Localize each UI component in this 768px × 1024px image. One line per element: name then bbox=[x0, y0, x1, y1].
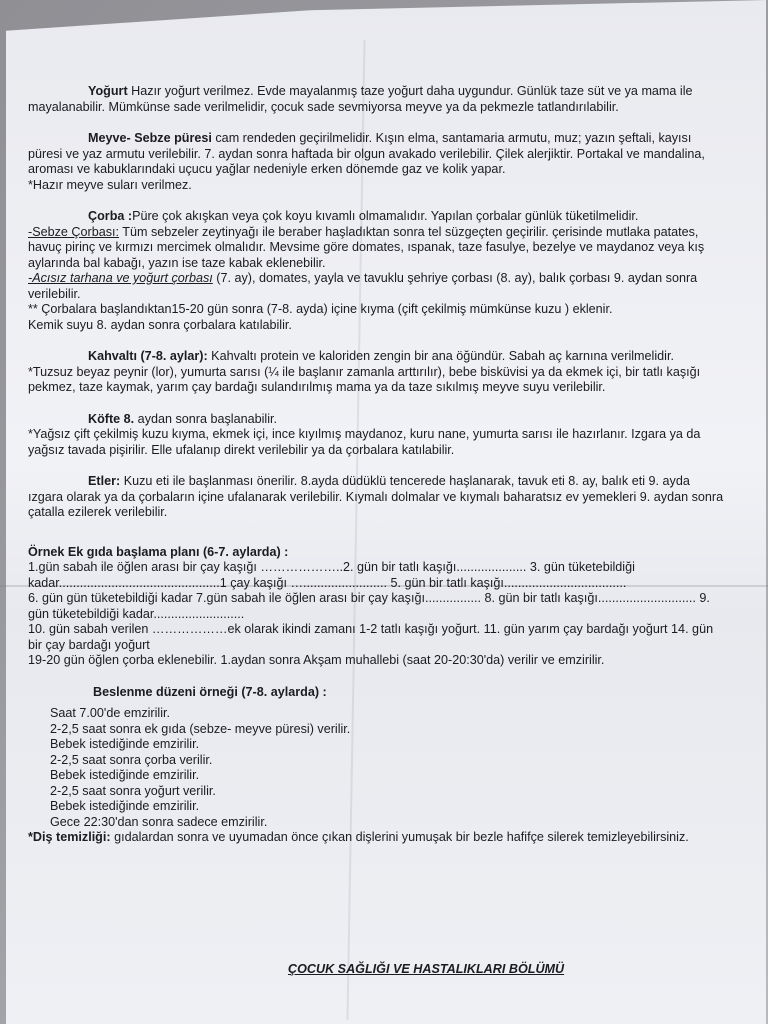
soup-note-mince: ** Çorbalara başlandıktan15-20 gün sonra (7-8. ayda) içine kıyma (çift çekilmiş mümkünse kuzu ) eklenir. bbox=[28, 302, 613, 316]
feeding-schedule-section bbox=[28, 685, 728, 846]
breakfast-text: Kahvaltı protein ve kaloriden zengin bir ana öğündür. Sabah aç karnına verilmelidir. bbox=[207, 349, 674, 363]
feeding-schedule-item: Saat 7.00'de emzirilir. bbox=[50, 706, 171, 720]
tarhana-soup-label: -Acısız tarhana ve yoğurt çorbası bbox=[28, 271, 213, 285]
starter-plan-line: 6. gün gün tüketebildiği kadar 7.gün sabah ile öğlen arası bir çay kaşığı................ 8. gün bir tatlı kaşığı............................ 9. gün tüketebildiği kadar.......................... bbox=[28, 591, 710, 621]
meat-text: Kuzu eti ile başlanması önerilir. 8.ayda düdüklü tencerede haşlanarak, tavuk eti 8. ay, balık eti 9. ayda ızgara olarak ya da çorbaların içine ufalanarak verilebilir. Kıymalı dolmalar ve kıymalı baharatsız ev yemekleri 9. aydan sonra çatalla ezilerek verilebilir. bbox=[28, 474, 724, 519]
soup-text: Püre çok akışkan veya çok koyu kıvamlı olmamalıdır. Yapılan çorbalar günlük tüketilmelidir. bbox=[132, 209, 639, 223]
dental-care-heading: *Diş temizliği: bbox=[28, 830, 111, 844]
kofte-section bbox=[28, 412, 728, 459]
yogurt-heading: Yoğurt bbox=[88, 84, 128, 98]
tarhana-soup-text: (7. ay), domates, yayla ve tavuklu şehriye çorbası (8. ay), balık çorbası 9. aydan sonra verilebilir. bbox=[28, 271, 698, 301]
kofte-note: *Yağsız çift çekilmiş kuzu kıyma, ekmek içi, ince kıyılmış maydanoz, kuru nane, yumurta sarısı ile hazırlanır. Izgara ya da yağsız tavada pişirilir. Elle ufalanıp direkt verilebilir ya da çorbalara katılabilir. bbox=[28, 427, 701, 457]
soup-note-bone-broth: Kemik suyu 8. aydan sonra çorbalara katılabilir. bbox=[28, 317, 292, 332]
department-footer: ÇOCUK SAĞLIĞI VE HASTALIKLARI BÖLÜMÜ bbox=[288, 962, 565, 976]
vegetable-soup-label: -Sebze Çorbası: bbox=[28, 224, 119, 239]
breakfast-heading: Kahvaltı (7-8. aylar): bbox=[88, 349, 208, 363]
starter-plan-line: 1.gün sabah ile öğlen arası bir çay kaşığı ………………..2. gün bir tatlı kaşığı.................... 3. gün tüketebildiği kadar..............................................1 çay kaşığı …........................ 5. gün bir tatlı kaşığı................................... bbox=[28, 560, 635, 590]
feeding-schedule-item: Gece 22:30'dan sonra sadece emzirilir. bbox=[50, 814, 268, 829]
feeding-schedule-item: 2-2,5 saat sonra ek gıda (sebze- meyve püresi) verilir. bbox=[50, 721, 351, 736]
puree-section bbox=[28, 131, 728, 193]
dental-care-text: gıdalardan sonra ve uyumadan önce çıkan dişlerini yumuşak bir bezle hafifçe silerek temizleyebilirsiniz. bbox=[110, 830, 689, 844]
breakfast-note: *Tuzsuz beyaz peynir (lor), yumurta sarısı (¼ ile başlanır zamanla arttırılır), bebe bisküvisi ya da ekmek içi, bir tatlı kaşığı pekmez, taze kaymak, yarım çay bardağı sulandırılmış mama ya da taze sıkılmış meyve suyu verilebilir. bbox=[28, 364, 701, 394]
feeding-schedule-item: 2-2,5 saat sonra yoğurt verilir. bbox=[50, 783, 216, 798]
puree-note: *Hazır meyve suları verilmez. bbox=[28, 177, 192, 192]
kofte-text: aydan sonra başlanabilir. bbox=[134, 411, 278, 426]
feeding-schedule-item: 2-2,5 saat sonra çorba verilir. bbox=[50, 752, 213, 767]
breakfast-section bbox=[28, 349, 728, 396]
feeding-schedule-item: Bebek istediğinde emzirilir. bbox=[50, 768, 200, 782]
puree-text: cam rendeden geçirilmelidir. Kışın elma, santamaria armutu, muz; yazın şeftali, kayısı püresi ve yaz armutu verilebilir. 7. aydan sonra haftada bir olgun avakado verilebilir. Çilek alerjiktir. Portakal ve mandalina, aroması ve kabuklarındaki uçucu yağlar nedeniyle erken dönemde gaz ve kolik yapar. bbox=[28, 131, 705, 176]
starter-plan-section bbox=[28, 545, 728, 669]
meat-section bbox=[28, 474, 728, 521]
yogurt-section bbox=[28, 84, 728, 115]
feeding-schedule-item: Bebek istediğinde emzirilir. bbox=[50, 737, 200, 751]
starter-plan-line: 19-20 gün öğlen çorba eklenebilir. 1.aydan sonra Akşam muhallebi (saat 20-20:30'da) verilir ve emzirilir. bbox=[28, 653, 605, 667]
feeding-schedule-heading: Beslenme düzeni örneği (7-8. aylarda) : bbox=[93, 684, 327, 699]
puree-heading: Meyve- Sebze püresi bbox=[88, 131, 212, 145]
soup-heading: Çorba : bbox=[88, 209, 133, 223]
starter-plan-line: 10. gün sabah verilen ………………ek olarak ikindi zamanı 1-2 tatlı kaşığı yoğurt. 11. gün yarım çay bardağı yoğurt 14. gün bir çay bardağı yoğurt bbox=[28, 622, 714, 652]
dental-care-note bbox=[28, 830, 728, 846]
kofte-heading: Köfte 8. bbox=[88, 411, 135, 426]
meat-heading: Etler: bbox=[88, 474, 121, 488]
starter-plan-heading: Örnek Ek gıda başlama planı (6-7. aylarda) : bbox=[28, 544, 289, 559]
feeding-schedule-list bbox=[50, 706, 728, 830]
soup-section bbox=[28, 209, 728, 333]
vegetable-soup-text: Tüm sebzeler zeytinyağı ile beraber haşladıktan sonra tel süzgeçten geçirilir. çerisinde mutlaka patates, havuç pirinç ve kırmızı mercimek olmalıdır. Mevsime göre domates, ıspanak, taze fasulye, bezelye ve maydanoz veya kış aylarında bal kabağı, yazın ise taze kabak eklenebilir. bbox=[28, 224, 705, 270]
yogurt-text: Hazır yoğurt verilmez. Evde mayalanmış taze yoğurt daha uygundur. Günlük taze süt ve ya mama ile mayalanabilir. Mümkünse sade verilmelidir, çocuk sade sevmiyorsa meyve ya da pekmezle tatlandırılabilir. bbox=[28, 84, 693, 114]
document-body bbox=[28, 84, 728, 862]
feeding-schedule-item: Bebek istediğinde emzirilir. bbox=[50, 799, 200, 813]
